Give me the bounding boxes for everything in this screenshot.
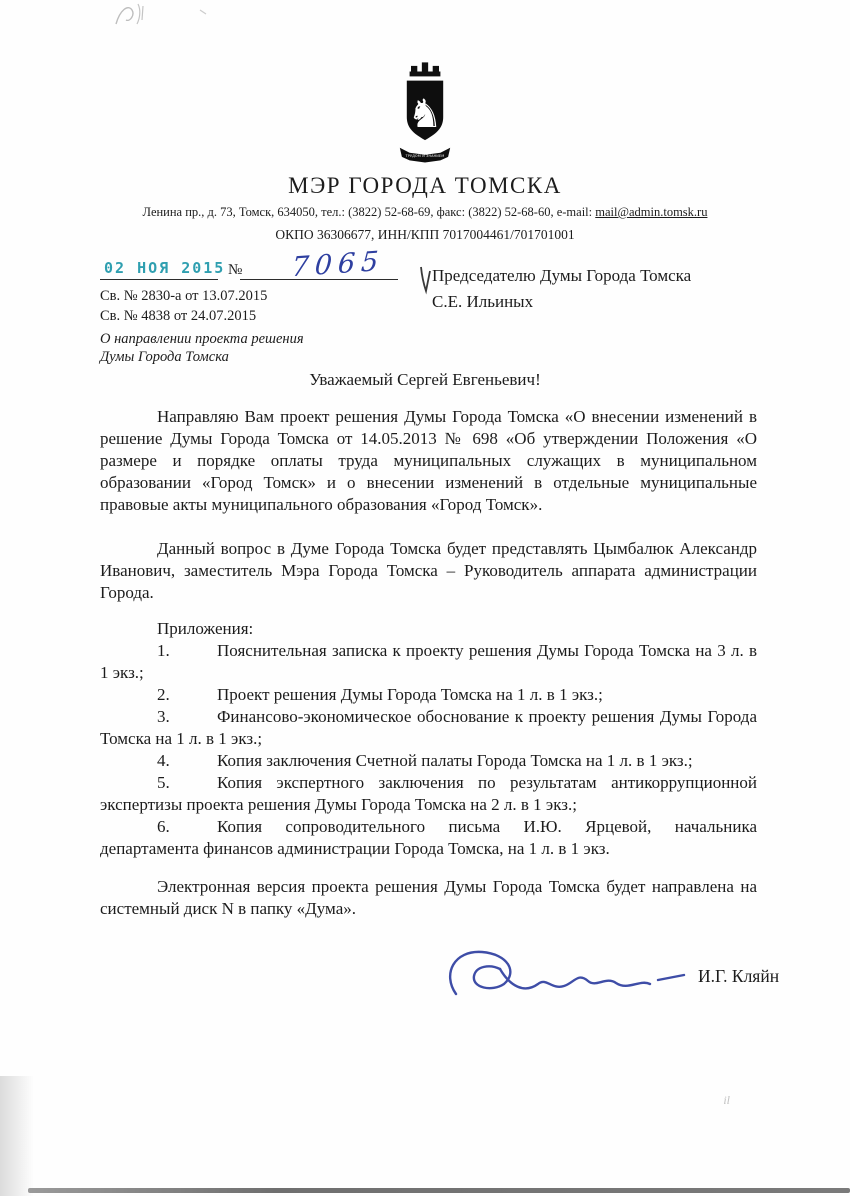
paragraph-1: Направляю Вам проект решения Думы Города Томска «О внесении изменений в решение Думы Города Томска от 14.05.2013 № 698 «Об утверждении Положения «О размере и порядке оплаты труда муниципальных служащих в муниципальном образовании «Город Томск» и о внесении изменений в отдельные муниципальные правовые акты муниципального образования «Город Томск». xyxy=(100,407,757,514)
reference-line-1: Св. № 2830-а от 13.07.2015 xyxy=(100,288,268,304)
date-number-row xyxy=(100,245,420,284)
scan-artifact-pencil-mark xyxy=(108,0,218,30)
addressee-name: С.Е. Ильиных xyxy=(432,292,534,311)
pen-tick-mark xyxy=(418,265,432,295)
attachments-label: Приложения: xyxy=(157,619,254,638)
paragraph-2: Данный вопрос в Думе Города Томска будет представлять Цымбалюк Александр Иванович, заместитель Мэра Города Томска – Руководитель аппарата администрации Города. xyxy=(100,539,757,602)
tomsk-coat-of-arms xyxy=(390,54,460,166)
attachment-text: Копия сопроводительного письма И.Ю. Ярцевой, начальника департамента финансов администрации Города Томска, на 1 л. в 1 экз. xyxy=(100,817,757,858)
attachment-number: 1. xyxy=(157,641,170,660)
attachment-text: Пояснительная записка к проекту решения Думы Города Томска на 3 л. в 1 экз.; xyxy=(100,641,757,682)
emblem-motto: ТРУДОМ И ЗНАНИЕМ xyxy=(405,153,445,158)
date-underline xyxy=(100,279,218,280)
incoming-date-stamp: 02 НОЯ 2015 xyxy=(104,259,226,277)
scan-bottom-edge xyxy=(28,1188,850,1193)
letterhead xyxy=(0,0,850,243)
signature-section xyxy=(100,940,780,1026)
paragraph-3: Электронная версия проекта решения Думы Города Томска будет направлена на системный диск N в папку «Дума». xyxy=(100,877,757,918)
number-underline xyxy=(240,279,398,280)
subject-line-1: О направлении проекта решения xyxy=(100,331,304,347)
handwritten-outgoing-number: 7065 xyxy=(290,245,386,284)
addressee-block xyxy=(432,263,691,315)
signature-scribble xyxy=(440,942,690,1012)
attachment-number: 5. xyxy=(157,773,170,792)
attachment-number: 3. xyxy=(157,707,170,726)
reference-line-2: Св. № 4838 от 24.07.2015 xyxy=(100,308,257,324)
attachment-item xyxy=(100,706,757,750)
registration-codes-line: ОКПО 36306677, ИНН/КПП 7017004461/701701001 xyxy=(275,227,575,242)
attachment-number: 2. xyxy=(157,685,170,704)
salutation: Уважаемый Сергей Евгеньевич! xyxy=(309,370,541,389)
attachment-item xyxy=(100,750,757,772)
attachment-text: Проект решения Думы Города Томска на 1 л. в 1 экз.; xyxy=(217,685,603,704)
scan-edge-shadow xyxy=(0,1076,34,1196)
signer-name: И.Г. Кляйн xyxy=(698,966,780,986)
scan-artifact-mark: il xyxy=(723,1093,730,1107)
attachment-item xyxy=(100,684,757,706)
contact-line xyxy=(0,205,850,220)
attachment-number: 4. xyxy=(157,751,170,770)
addressee-title: Председателю Думы Города Томска xyxy=(432,266,692,285)
attachment-number: 6. xyxy=(157,817,170,836)
subject-line-2: Думы Города Томска xyxy=(100,349,229,365)
attachment-item xyxy=(100,816,757,860)
number-sign: № xyxy=(228,262,243,278)
address-phone-text: Ленина пр., д. 73, Томск, 634050, тел.: (3822) 52-68-69, факс: (3822) 52-68-60, e-mail: xyxy=(142,205,596,219)
reference-block xyxy=(100,245,420,366)
attachment-item xyxy=(100,772,757,816)
mural-crown-icon xyxy=(410,62,441,76)
attachment-item xyxy=(100,640,757,684)
organization-title: МЭР ГОРОДА ТОМСКА xyxy=(288,173,562,198)
attachment-text: Финансово-экономическое обоснование к проекту решения Думы Города Томска на 1 л. в 1 экз.; xyxy=(100,707,757,748)
attachment-text: Копия заключения Счетной палаты Города Томска на 1 л. в 1 экз.; xyxy=(217,751,693,770)
letter-body xyxy=(100,406,757,920)
attachment-text: Копия экспертного заключения по результатам антикоррупционной экспертизы проекта решения Думы Города Томска на 2 л. в 1 экз.; xyxy=(100,773,757,814)
email-text: mail@admin.tomsk.ru xyxy=(595,205,708,219)
white-horse-icon: ♞ xyxy=(407,91,443,137)
reference-section xyxy=(100,245,757,366)
